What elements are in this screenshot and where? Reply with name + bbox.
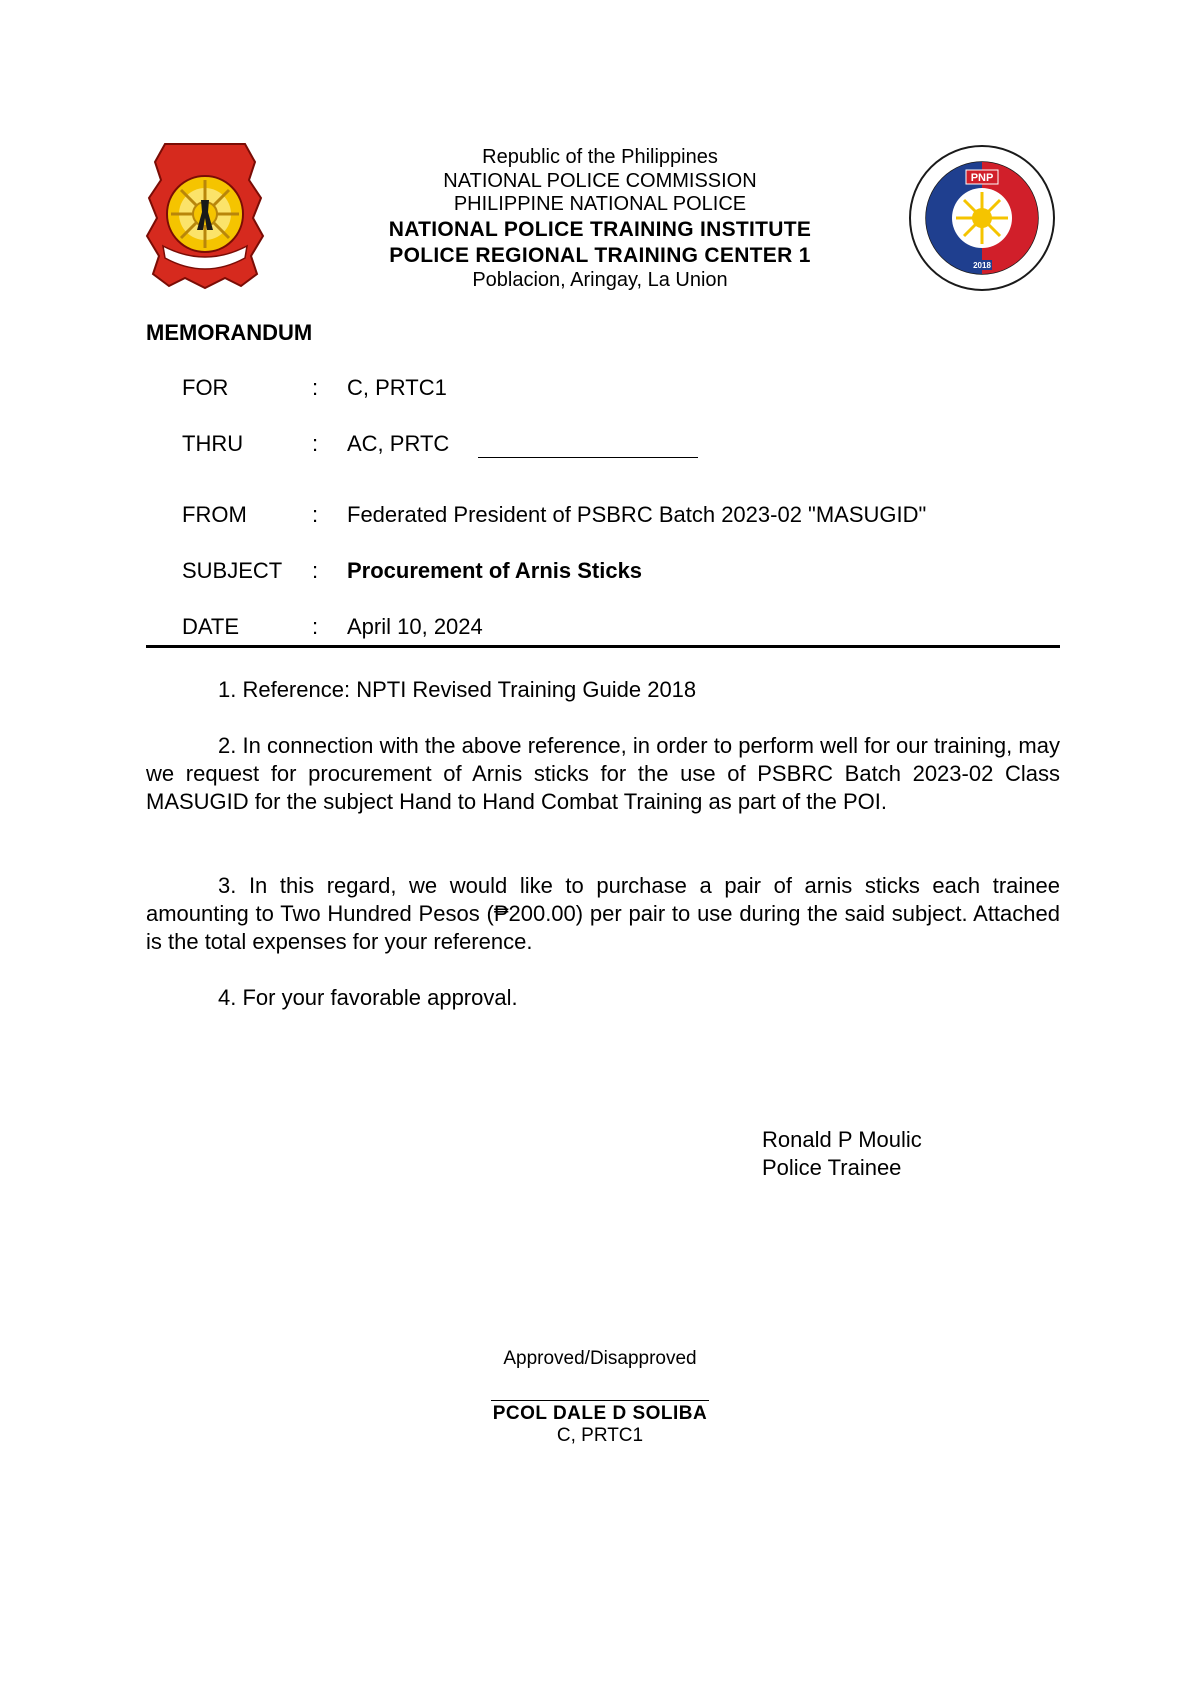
header-divider xyxy=(146,645,1060,648)
field-colon: : xyxy=(312,431,319,456)
field-value: April 10, 2024 xyxy=(347,614,483,639)
npti-seal-logo xyxy=(908,144,1056,292)
npti-badge-text: PNP xyxy=(970,172,994,184)
paragraph-3: 3. In this regard, we would like to purchase a pair of arnis sticks each trainee amounting to Two Hundred Pesos (₱200.00) per pair to use during the said subject. Attached is the total expenses for your reference. xyxy=(146,873,1060,954)
letterhead xyxy=(340,146,860,292)
letterhead-line-napolcom: NATIONAL POLICE COMMISSION xyxy=(443,169,757,192)
field-label: FOR xyxy=(182,375,229,400)
letterhead-line-prtc: POLICE REGIONAL TRAINING CENTER 1 xyxy=(389,243,811,267)
field-value: C, PRTC1 xyxy=(347,375,447,400)
thru-signature-line xyxy=(478,457,698,458)
letterhead-line-address: Poblacion, Aringay, La Union xyxy=(472,268,728,291)
approval-signature-line xyxy=(491,1400,709,1401)
pnp-seal-logo xyxy=(145,140,265,290)
letterhead-line-pnp: PHILIPPINE NATIONAL POLICE xyxy=(453,193,747,215)
field-label: DATE xyxy=(182,614,240,639)
approver-name: PCOL DALE D SOLIBA xyxy=(492,1403,708,1424)
field-colon: : xyxy=(312,614,319,639)
memo-title: MEMORANDUM xyxy=(146,320,313,345)
letterhead-line-npti: NATIONAL POLICE TRAINING INSTITUTE xyxy=(388,217,812,241)
paragraph-1: 1. Reference: NPTI Revised Training Guide 2018 xyxy=(218,677,697,702)
field-colon: : xyxy=(312,502,319,527)
field-label: FROM xyxy=(182,502,247,527)
paragraph-2: 2. In connection with the above reference, in order to perform well for our training, may we request for procurement of Arnis sticks for the use of PSBRC Batch 2023-02 Class MASUGID for the subject Hand to Hand Combat Training as part of the POI. xyxy=(146,733,1060,814)
field-label: THRU xyxy=(182,431,244,456)
field-value: AC, PRTC xyxy=(347,431,450,456)
approver-title: C, PRTC1 xyxy=(556,1425,644,1446)
signatory-title: Police Trainee xyxy=(762,1155,902,1180)
approval-block xyxy=(400,1348,800,1447)
field-value: Procurement of Arnis Sticks xyxy=(347,558,643,583)
field-colon: : xyxy=(312,375,319,400)
field-colon: : xyxy=(312,558,319,583)
letterhead-line-republic: Republic of the Philippines xyxy=(482,146,718,168)
paragraph-4: 4. For your favorable approval. xyxy=(218,985,518,1010)
field-label: SUBJECT xyxy=(182,558,283,583)
approval-label: Approved/Disapproved xyxy=(503,1348,697,1369)
signatory-block xyxy=(762,1126,922,1182)
signatory-name: Ronald P Moulic xyxy=(762,1127,922,1152)
npti-year-text: 2018 xyxy=(973,261,991,270)
field-value: Federated President of PSBRC Batch 2023-02 "MASUGID" xyxy=(347,502,927,527)
